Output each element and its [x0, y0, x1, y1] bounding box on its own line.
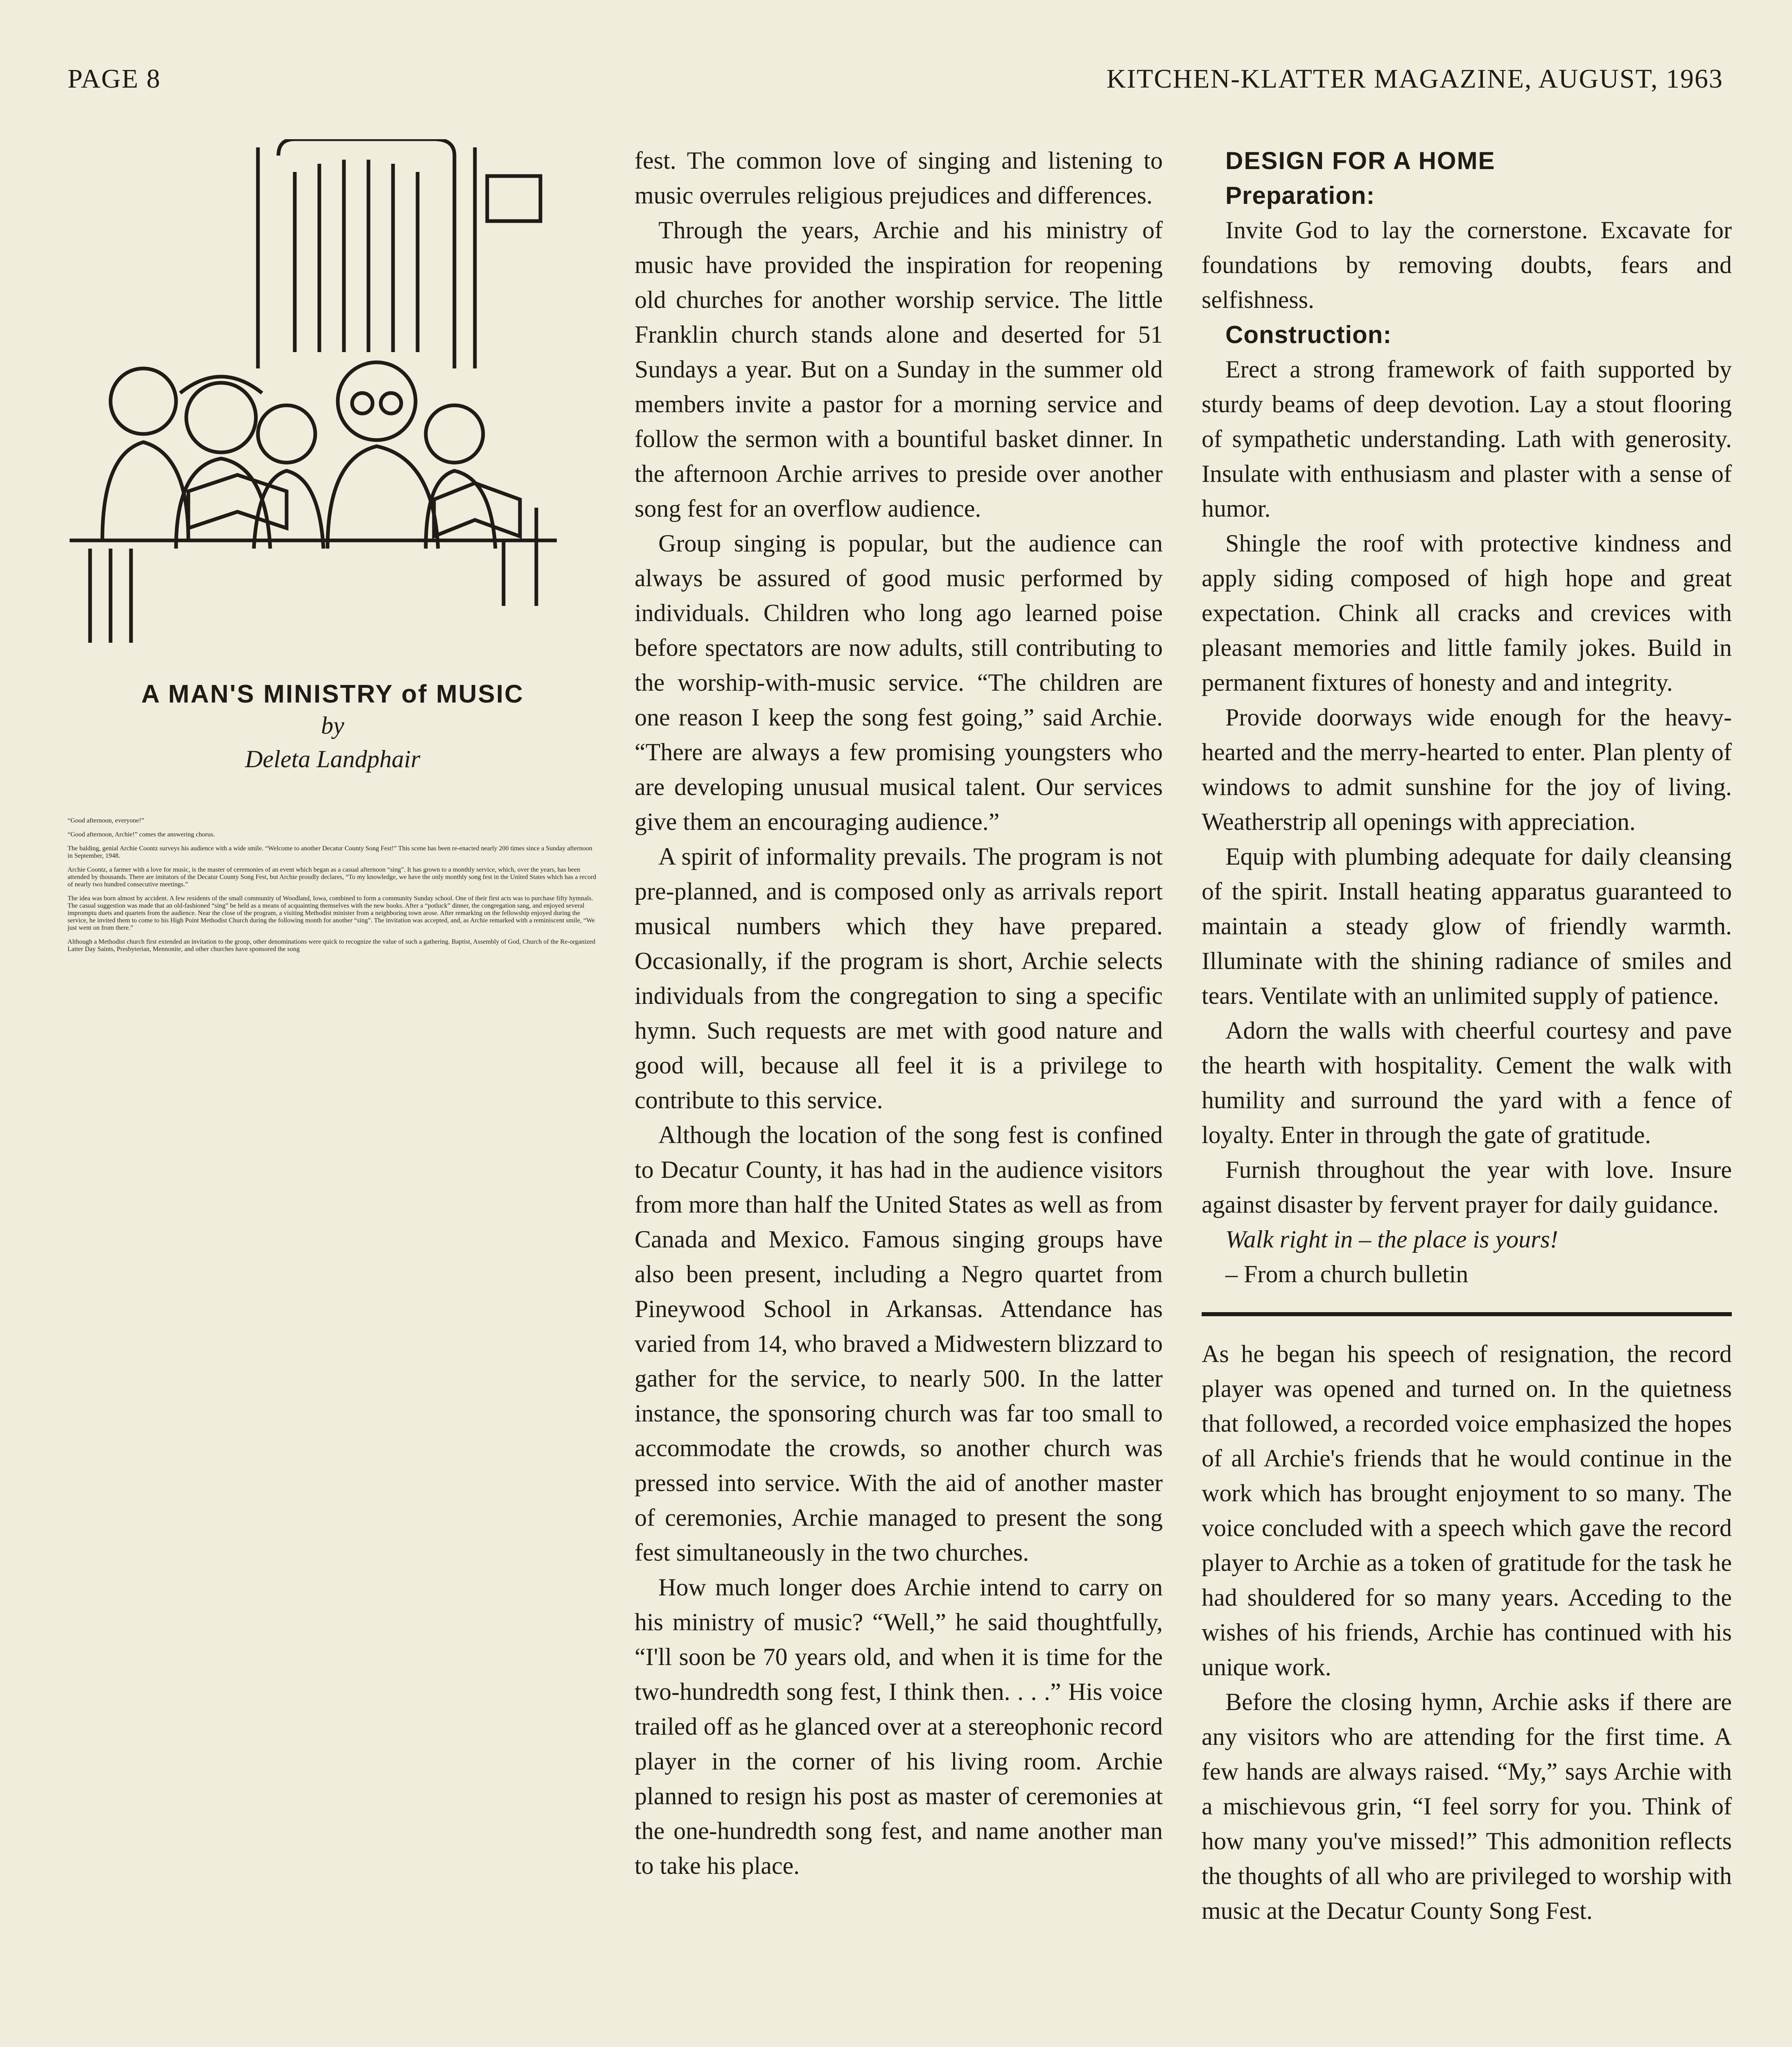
article-paragraph: Archie Coontz, a farmer with a love for music, is the master of ceremonies of an event which began as a casual afternoon “sing”. It has grown to a monthly service, which, over the years, has been attended by thousands. There are imitators of the Decatur County Song Fest, but Archie proudly declares, “To my knowledge, we have the only monthly song fest in the United States which has a record of nearly two hundred consecutive meetings.” — [68, 866, 597, 888]
design-title: DESIGN FOR A HOME — [1225, 147, 1496, 174]
design-for-a-home-box — [1202, 143, 1732, 1292]
article-paragraph: The idea was born almost by accident. A few residents of the small community of Woodland, Iowa, combined to form a community Sunday school. One of their first acts was to purchase fifty hymnals. The casual suggestion was made that an old-fashioned “sing” be held as a means of acquainting themselves with the new books. After a “potluck” dinner, the congregation sang, and enjoyed several impromptu duets and quartets from the audience. Near the close of the program, a visiting Methodist minister from a neighboring town arose. After remarking on the fellowship enjoyed during the service, he invited them to come to his High Point Methodist Church during the following month for another “sing”. The invitation was accepted, and, as Archie remarked with a reminiscent smile, “We just went on from there.” — [68, 895, 595, 931]
article-paragraph: fest. The common love of singing and listening to music overrules religious prejudices and differences. — [635, 147, 1163, 209]
byline-by: by — [321, 712, 344, 739]
article-paragraph: Group singing is popular, but the audience can always be assured of good music performed by individuals. Children who long ago learned poise before spectators are now adults, still contributing to the worship-with-music service. “The children are one reason I keep the song fest going,” said Archie. “There are always a few promising youngsters who are developing unusual musical talent. Our services give them an encouraging audience.” — [635, 530, 1163, 835]
article-author: Deleta Landphair — [245, 746, 420, 773]
article-column-1 — [68, 811, 598, 960]
article-paragraph: Through the years, Archie and his ministry of music have provided the inspiration for reopening old churches for another worship service. The little Franklin church stands alone and deserted for 51 Sundays a year. But on a Sunday in the summer old members invite a pastor for a morning service and follow the sermon with a bountiful basket dinner. In the afternoon Archie arrives to preside over another song fest for an overflow audience. — [635, 217, 1163, 522]
design-credit: – From a church bulletin — [1225, 1261, 1469, 1288]
construction-paragraph: Erect a strong framework of faith supported by sturdy beams of deep devotion. Lay a stout flooring of sympathetic understanding. Lath with generosity. Insulate with enthusiasm and plaster with a sense of humor. — [1202, 356, 1732, 522]
article-paragraph: “Good afternoon, Archie!” comes the answering chorus. — [68, 831, 215, 838]
construction-paragraph: Adorn the walls with cheerful courtesy and pave the hearth with hospitality. Cement the walk with humility and surround the yard with a fence of loyalty. Enter in through the gate of gratitude. — [1202, 1017, 1732, 1148]
divider-rule — [1202, 1312, 1732, 1316]
construction-paragraph: Equip with plumbing adequate for daily cleansing of the spirit. Install heating apparatus guaranteed to maintain a steady glow of friendly warmth. Illuminate with the shining radiance of smiles and tears. Ventilate with an unlimited supply of patience. — [1202, 843, 1732, 1009]
article-paragraph: A spirit of informality prevails. The program is not pre-planned, and is composed only as arrivals report musical numbers which they have prepared. Occasionally, if the program is short, Archie selects individuals from the congregation to sing a specific hymn. Such requests are met with good nature and good will, because all feel it is a privilege to contribute to this service. — [635, 843, 1163, 1114]
design-motto: Walk right in – the place is yours! — [1225, 1226, 1558, 1253]
article-heading — [68, 680, 598, 776]
article-paragraph: How much longer does Archie intend to carry on his ministry of music? “Well,” he said thoughtfully, “I'll soon be 70 years old, and when it is time for the two-hundredth song fest, I think then. . . .” His voice trailed off as he glanced over at a stereophonic record player in the corner of his living room. Archie planned to resign his post as master of ceremonies at the one-hundredth song fest, and name another man to take his place. — [635, 1574, 1163, 1879]
article-paragraph: “Good afternoon, everyone!” — [68, 817, 145, 824]
construction-paragraph: Provide doorways wide enough for the heavy-hearted and the merry-hearted to enter. Plan plenty of windows to admit sunshine for the joy of living. Weatherstrip all openings with appreciation. — [1202, 704, 1732, 835]
page-number: PAGE 8 — [68, 64, 161, 94]
article-paragraph: As he began his speech of resignation, the record player was opened and turned on. In the quietness that followed, a recorded voice emphasized the hopes of all Archie's friends that he would continue in the work which has brought enjoyment to so many. The voice concluded with a speech which gave the record player to Archie as a token of gratitude for the task he had shouldered for so many years. Acceding to the wishes of his friends, Archie has continued with his unique work. — [1202, 1340, 1732, 1681]
article-title: A MAN'S MINISTRY of MUSIC — [141, 680, 524, 708]
preparation-heading: Preparation: — [1225, 182, 1375, 209]
page-header — [68, 63, 1723, 104]
construction-heading: Construction: — [1225, 321, 1392, 348]
article-column-2 — [635, 143, 1163, 1883]
construction-paragraph: Shingle the roof with protective kindness and apply siding composed of high hope and great expectation. Chink all cracks and crevices with pleasant memories and little family jokes. Build in permanent fixtures of honesty and and integrity. — [1202, 530, 1732, 696]
article-paragraph: Although the location of the song fest is confined to Decatur County, it has had in the audience visitors from more than half the United States as well as from Canada and Mexico. Famous singing groups have also been present, including a Negro quartet from Pineywood School in Arkansas. Attendance has varied from 14, who braved a Midwestern blizzard to gather for the service, to nearly 500. In the latter instance, the sponsoring church was far too small to accommodate the crowds, so another church was pressed into service. With the aid of another master of ceremonies, Archie managed to present the song fest simultaneously in the two churches. — [635, 1121, 1163, 1566]
article-paragraph: The balding, genial Archie Coontz surveys his audience with a wide smile. “Welcome to another Decatur County Song Fest!” This scene has been re-enacted nearly 200 times since a Sunday afternoon in September, 1948. — [68, 845, 592, 859]
column-3 — [1202, 143, 1732, 1928]
article-paragraph: Although a Methodist church first extended an invitation to the group, other denominations were quick to recognize the value of such a gathering. Baptist, Assembly of God, Church of the Re-organized Latter Day Saints, Presbyterian, Mennonite, and other churches have sponsored the song — [68, 938, 596, 953]
preparation-text: Invite God to lay the cornerstone. Excavate for foundations by removing doubts, fears and selfishness. — [1202, 217, 1732, 313]
article-paragraph: Before the closing hymn, Archie asks if there are any visitors who are attending for the first time. A few hands are always raised. “My,” says Archie with a mischievous grin, “I feel sorry for you. Think of how many you've missed!” This admonition reflects the thoughts of all who are privileged to worship with music at the Decatur County Song Fest. — [1202, 1688, 1732, 1924]
construction-paragraph: Furnish throughout the year with love. Insure against disaster by fervent prayer for daily guidance. — [1202, 1156, 1732, 1218]
choir-singing-illustration — [66, 139, 563, 647]
masthead: KITCHEN-KLATTER MAGAZINE, AUGUST, 1963 — [1106, 64, 1723, 94]
